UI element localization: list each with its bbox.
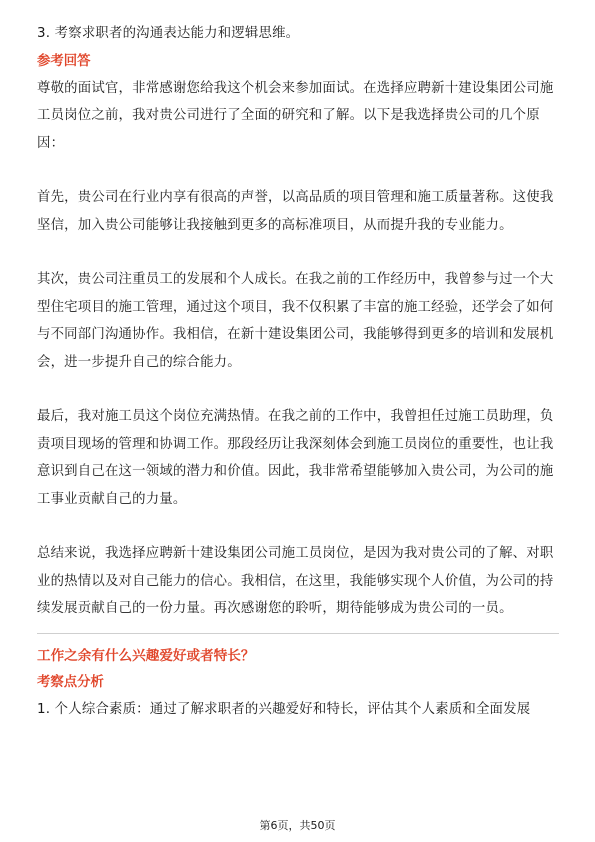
answer-paragraph-3: 其次，贵公司注重员工的发展和个人成长。在我之前的工作经历中，我曾参与过一个大型住宅项目的施工管理，通过这个项目，我不仅积累了丰富的施工经验，还学会了如何与不同部门沟通协作。我相信，在新十建设集团公司，我能够得到更多的培训和发展机会，进一步提升自己的综合能力。: [37, 272, 554, 370]
paragraph-gap: [37, 513, 559, 540]
analysis-first-point: 1. 个人综合素质：通过了解求职者的兴趣爱好和特长，评估其个人素质和全面发展: [37, 701, 531, 717]
answer-label: 参考回答: [37, 53, 91, 69]
document-page: [37, 20, 559, 723]
intro-point: 3. 考察求职者的沟通表达能力和逻辑思维。: [37, 26, 300, 41]
paragraph-gap: [37, 376, 559, 403]
answer-paragraph-5: 总结来说，我选择应聘新十建设集团公司施工员岗位，是因为我对贵公司的了解、对职业的热情以及对自己能力的信心。我相信，在这里，我能够实现个人价值，为公司的持续发展贡献自己的一份力量。再次感谢您的聆听，期待能够成为贵公司的一员。: [37, 546, 554, 616]
answer-paragraph-1: 尊敬的面试官，非常感谢您给我这个机会来参加面试。在选择应聘新十建设集团公司施工员岗位之前，我对贵公司进行了全面的研究和了解。以下是我选择贵公司的几个原因：: [37, 80, 554, 151]
page-footer: 第6页，共50页: [259, 819, 336, 832]
section-divider: [37, 633, 559, 634]
paragraph-gap: [37, 157, 559, 184]
answer-paragraph-2: 首先，贵公司在行业内享有很高的声誉，以高品质的项目管理和施工质量著称。这使我坚信，加入贵公司能够让我接触到更多的高标准项目，从而提升我的专业能力。: [37, 190, 554, 233]
paragraph-gap: [37, 239, 559, 266]
analysis-label: 考察点分析: [37, 674, 104, 690]
next-question-title: 工作之余有什么兴趣爱好或者特长？: [37, 647, 255, 664]
answer-paragraph-4: 最后，我对施工员这个岗位充满热情。在我之前的工作中，我曾担任过施工员助理，负责项目现场的管理和协调工作。那段经历让我深刻体会到施工员岗位的重要性，也让我意识到自己在这一领域的潜力和价值。因此，我非常希望能够加入贵公司，为公司的施工事业贡献自己的力量。: [37, 409, 554, 507]
